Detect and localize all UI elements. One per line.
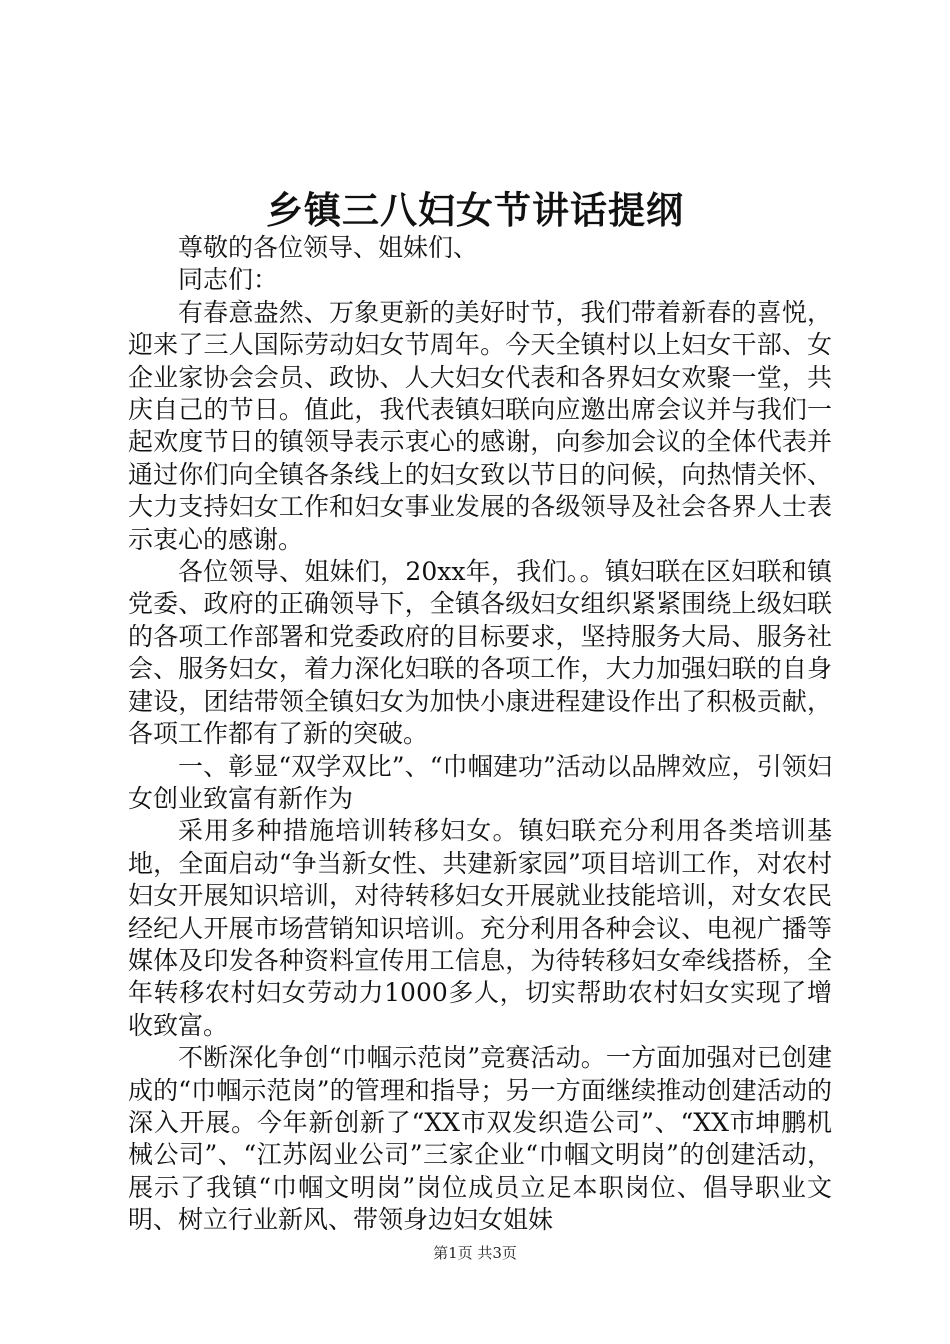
paragraph-training: 采用多种措施培训转移妇女。镇妇联充分利用各类培训基地，全面启动“争当新女性、共建新家园”项目培训工作，对农村妇女开展知识培训，对待转移妇女开展就业技能培训，对女农民经纪人开展市场营销知识培训。充分利用各种会议、电视广播等媒体及印发各种资料宣传用工信息，为待转移妇女牵线搭桥，全年转移农村妇女劳动力1000多人，切实帮助农村妇女实现了增收致富。 bbox=[128, 816, 832, 1040]
document-body bbox=[128, 232, 832, 1237]
section-heading-1: 一、彰显“双学双比”、“巾帼建功”活动以品牌效应，引领妇女创业致富有新作为 bbox=[128, 751, 832, 813]
salutation-line-2: 同志们： bbox=[178, 265, 279, 295]
page-footer: 第1页 共3页 bbox=[433, 1244, 517, 1262]
paragraph-opening: 有春意盎然、万象更新的美好时节，我们带着新春的喜悦，迎来了三人国际劳动妇女节周年。今天全镇村以上妇女干部、女企业家协会会员、政协、人大妇女代表和各界妇女欢聚一堂，共庆自己的节日。值此，我代表镇妇联向应邀出席会议并与我们一起欢度节日的镇领导表示衷心的感谢，向参加会议的全体代表并通过你们向全镇各条线上的妇女致以节日的问候，向热情关怀、大力支持妇女工作和妇女事业发展的各级领导及社会各界人士表示衷心的感谢。 bbox=[128, 297, 832, 554]
document-title: 乡镇三八妇女节讲话提纲 bbox=[266, 188, 684, 232]
salutation-line-1: 尊敬的各位领导、姐妹们、 bbox=[178, 233, 479, 262]
paragraph-summary: 各位领导、姐妹们，20xx年，我们。。镇妇联在区妇联和镇党委、政府的正确领导下，全镇各级妇女组织紧紧围绕上级妇联的各项工作部署和党委政府的目标要求，坚持服务大局、服务社会、服务妇女，着力深化妇联的各项工作，大力加强妇联的自身建设，团结带领全镇妇女为加快小康进程建设作出了积极贡献，各项工作都有了新的突破。 bbox=[128, 557, 832, 749]
paragraph-model-post: 不断深化争创“巾帼示范岗”竞赛活动。一方面加强对已创建成的“巾帼示范岗”的管理和指导；另一方面继续推动创建活动的深入开展。今年新创新了“XX市双发织造公司”、“XX市坤鹏机械公司”、“江苏闳业公司”三家企业“巾帼文明岗”的创建活动，展示了我镇“巾帼文明岗”岗位成员立足本职岗位、倡导职业文明、树立行业新风、带领身边妇女姐妹 bbox=[128, 1043, 832, 1235]
